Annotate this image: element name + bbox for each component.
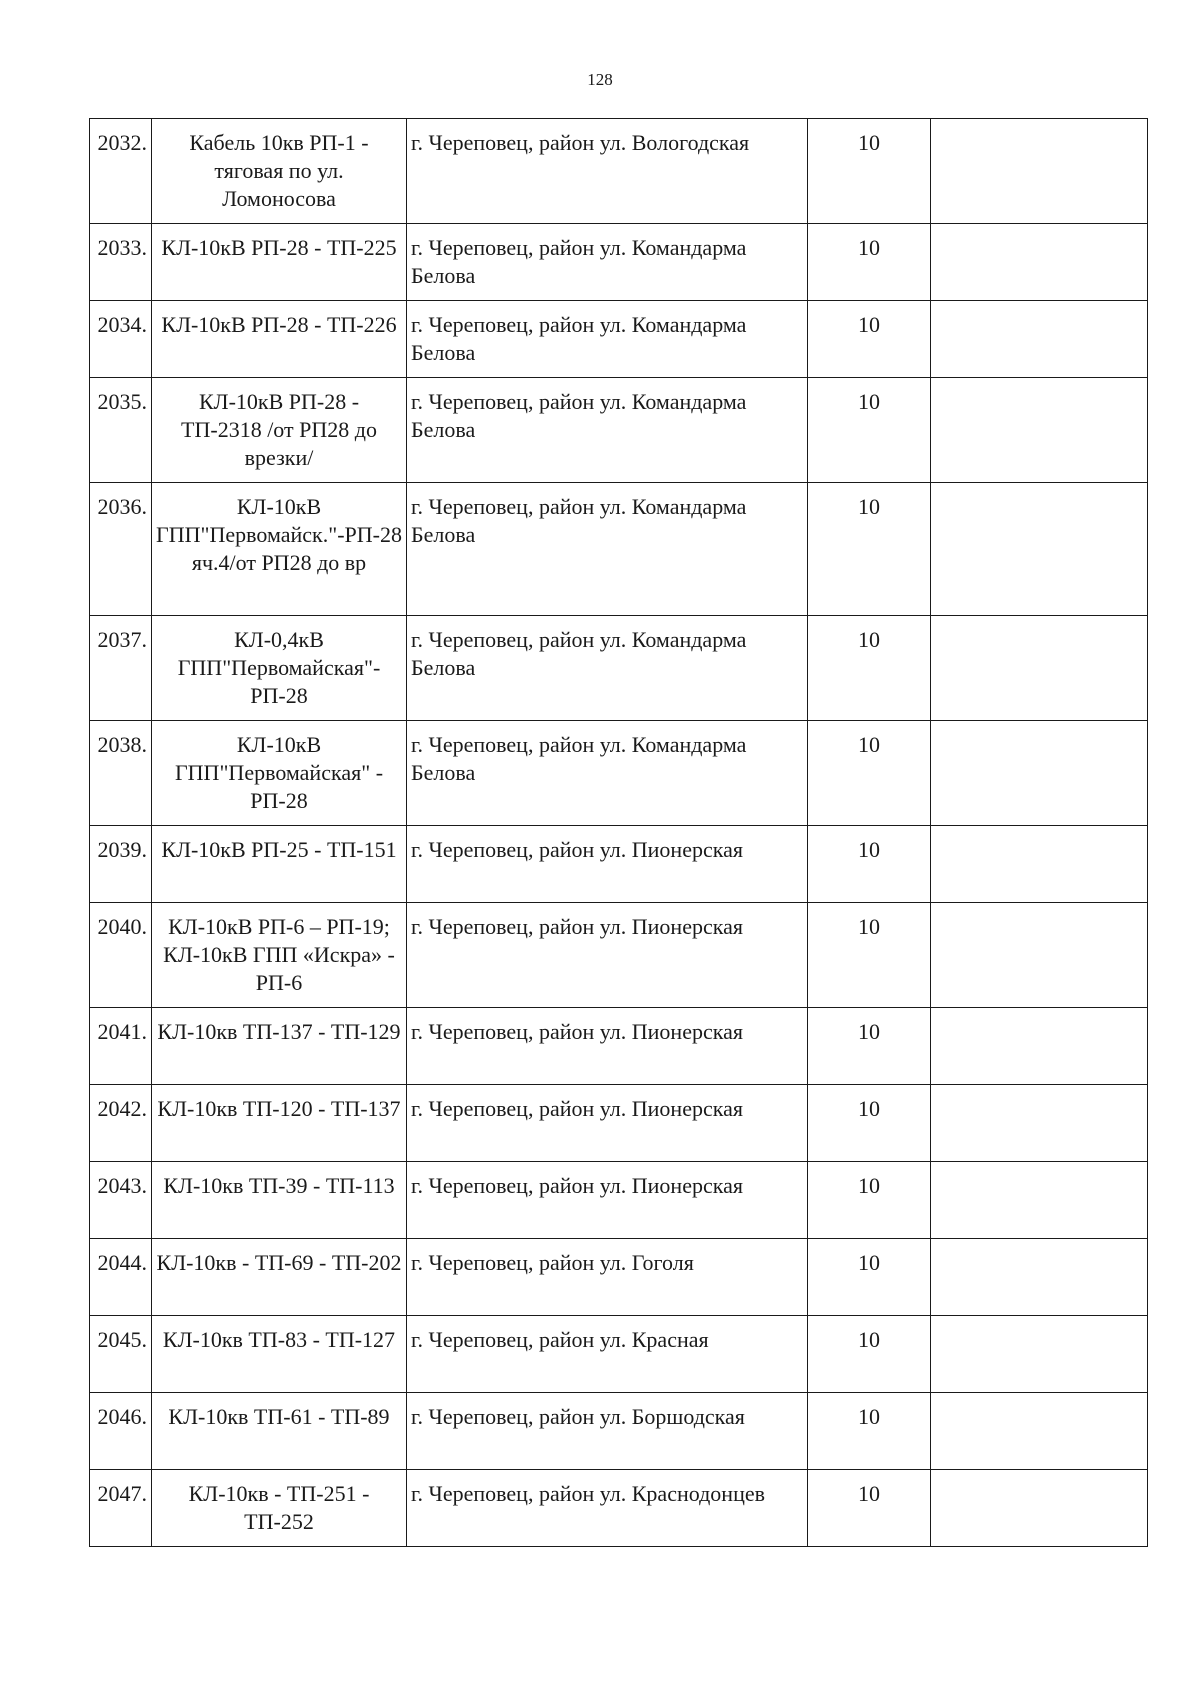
- table-row: [90, 378, 1148, 483]
- row-number: 2044.: [90, 1239, 152, 1316]
- cable-location: г. Череповец, район ул. Вологодская: [407, 119, 808, 224]
- voltage-value: 10: [808, 1470, 931, 1547]
- cable-location: г. Череповец, район ул. Пионерская: [407, 1008, 808, 1085]
- row-number: 2047.: [90, 1470, 152, 1547]
- table-row: [90, 301, 1148, 378]
- cable-name: КЛ-0,4кВ ГПП"Первомайская"-РП-28: [152, 616, 407, 721]
- cable-name: КЛ-10кВ РП-28 - ТП-226: [152, 301, 407, 378]
- voltage-value: 10: [808, 826, 931, 903]
- cable-registry-table: [89, 118, 1148, 1547]
- voltage-value: 10: [808, 483, 931, 616]
- voltage-value: 10: [808, 1162, 931, 1239]
- voltage-value: 10: [808, 1008, 931, 1085]
- table-row: [90, 1393, 1148, 1470]
- cable-name: КЛ-10кв ТП-137 - ТП-129: [152, 1008, 407, 1085]
- row-number: 2032.: [90, 119, 152, 224]
- voltage-value: 10: [808, 616, 931, 721]
- page-number: 128: [587, 70, 613, 89]
- cable-location: г. Череповец, район ул. Командарма Белова: [407, 378, 808, 483]
- cable-name: КЛ-10кВ РП-28 - ТП-2318 /от РП28 до врезки/: [152, 378, 407, 483]
- table-row: [90, 1085, 1148, 1162]
- row-number: 2033.: [90, 224, 152, 301]
- cable-name: КЛ-10кв ТП-83 - ТП-127: [152, 1316, 407, 1393]
- cable-name: Кабель 10кв РП-1 - тяговая по ул. Ломоносова: [152, 119, 407, 224]
- row-number: 2035.: [90, 378, 152, 483]
- row-number: 2036.: [90, 483, 152, 616]
- row-number: 2042.: [90, 1085, 152, 1162]
- voltage-value: 10: [808, 903, 931, 1008]
- cable-location: г. Череповец, район ул. Командарма Белова: [407, 224, 808, 301]
- cable-location: г. Череповец, район ул. Пионерская: [407, 826, 808, 903]
- notes-cell: [931, 301, 1148, 378]
- cable-name: КЛ-10кВ РП-6 – РП-19; КЛ-10кВ ГПП «Искра» - РП-6: [152, 903, 407, 1008]
- voltage-value: 10: [808, 1393, 931, 1470]
- cable-location: г. Череповец, район ул. Пионерская: [407, 903, 808, 1008]
- voltage-value: 10: [808, 721, 931, 826]
- table-row: [90, 119, 1148, 224]
- cable-location: г. Череповец, район ул. Пионерская: [407, 1085, 808, 1162]
- row-number: 2038.: [90, 721, 152, 826]
- table-row: [90, 721, 1148, 826]
- notes-cell: [931, 1239, 1148, 1316]
- table-row: [90, 483, 1148, 616]
- voltage-value: 10: [808, 378, 931, 483]
- notes-cell: [931, 378, 1148, 483]
- row-number: 2039.: [90, 826, 152, 903]
- cable-location: г. Череповец, район ул. Боршодская: [407, 1393, 808, 1470]
- table-row: [90, 224, 1148, 301]
- voltage-value: 10: [808, 224, 931, 301]
- table-row: [90, 826, 1148, 903]
- voltage-value: 10: [808, 1316, 931, 1393]
- notes-cell: [931, 483, 1148, 616]
- notes-cell: [931, 826, 1148, 903]
- notes-cell: [931, 1316, 1148, 1393]
- table-row: [90, 1470, 1148, 1547]
- table-row: [90, 616, 1148, 721]
- cable-name: КЛ-10кв - ТП-69 - ТП-202: [152, 1239, 407, 1316]
- voltage-value: 10: [808, 119, 931, 224]
- cable-name: КЛ-10кв ТП-39 - ТП-113: [152, 1162, 407, 1239]
- voltage-value: 10: [808, 1085, 931, 1162]
- notes-cell: [931, 119, 1148, 224]
- table-row: [90, 1162, 1148, 1239]
- registry-body: [90, 119, 1148, 1547]
- row-number: 2041.: [90, 1008, 152, 1085]
- cable-name: КЛ-10кВ РП-28 - ТП-225: [152, 224, 407, 301]
- table-row: [90, 1239, 1148, 1316]
- notes-cell: [931, 1162, 1148, 1239]
- row-number: 2045.: [90, 1316, 152, 1393]
- row-number: 2037.: [90, 616, 152, 721]
- notes-cell: [931, 903, 1148, 1008]
- notes-cell: [931, 224, 1148, 301]
- cable-name: КЛ-10кВ РП-25 - ТП-151: [152, 826, 407, 903]
- cable-name: КЛ-10кв - ТП-251 - ТП-252: [152, 1470, 407, 1547]
- voltage-value: 10: [808, 301, 931, 378]
- row-number: 2040.: [90, 903, 152, 1008]
- cable-name: КЛ-10кВ ГПП"Первомайская" - РП-28: [152, 721, 407, 826]
- notes-cell: [931, 1470, 1148, 1547]
- table-row: [90, 1316, 1148, 1393]
- notes-cell: [931, 1393, 1148, 1470]
- notes-cell: [931, 1085, 1148, 1162]
- cable-location: г. Череповец, район ул. Краснодонцев: [407, 1470, 808, 1547]
- voltage-value: 10: [808, 1239, 931, 1316]
- table-row: [90, 903, 1148, 1008]
- table-row: [90, 1008, 1148, 1085]
- row-number: 2046.: [90, 1393, 152, 1470]
- cable-location: г. Череповец, район ул. Командарма Белова: [407, 721, 808, 826]
- cable-location: г. Череповец, район ул. Командарма Белова: [407, 616, 808, 721]
- row-number: 2043.: [90, 1162, 152, 1239]
- row-number: 2034.: [90, 301, 152, 378]
- cable-name: КЛ-10кВ ГПП"Первомайск."-РП-28 яч.4/от РП28 до вр: [152, 483, 407, 616]
- notes-cell: [931, 721, 1148, 826]
- cable-location: г. Череповец, район ул. Гоголя: [407, 1239, 808, 1316]
- cable-location: г. Череповец, район ул. Командарма Белова: [407, 483, 808, 616]
- cable-location: г. Череповец, район ул. Пионерская: [407, 1162, 808, 1239]
- cable-name: КЛ-10кв ТП-120 - ТП-137: [152, 1085, 407, 1162]
- cable-name: КЛ-10кв ТП-61 - ТП-89: [152, 1393, 407, 1470]
- cable-location: г. Череповец, район ул. Красная: [407, 1316, 808, 1393]
- cable-location: г. Череповец, район ул. Командарма Белова: [407, 301, 808, 378]
- notes-cell: [931, 1008, 1148, 1085]
- notes-cell: [931, 616, 1148, 721]
